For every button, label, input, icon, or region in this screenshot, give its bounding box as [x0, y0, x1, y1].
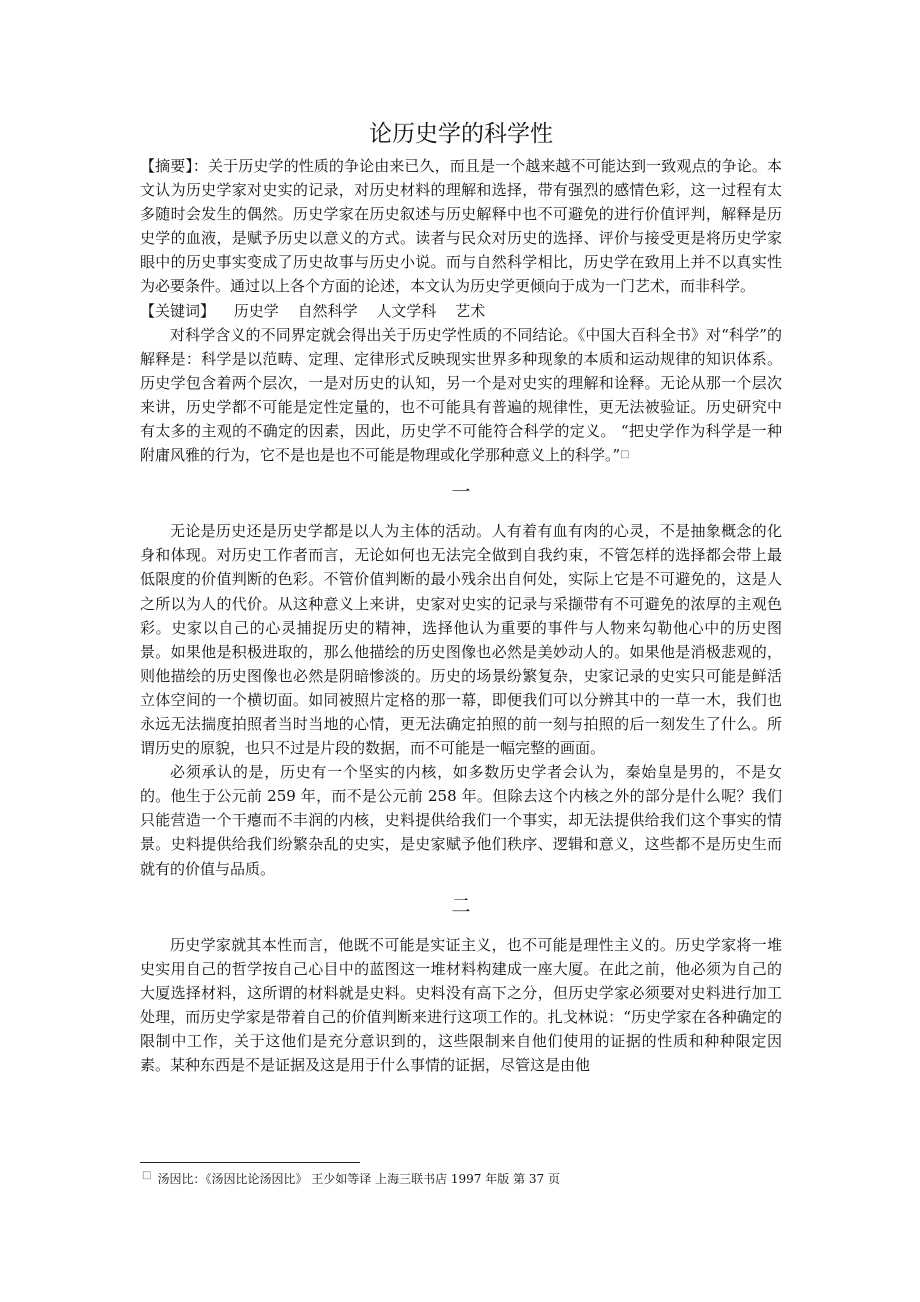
- footnote: [142, 1170, 782, 1187]
- footnote-reference[interactable]: □: [620, 449, 630, 461]
- keyword-item: 人文学科: [376, 301, 437, 320]
- intro-paragraph: [140, 323, 782, 468]
- intro-text: 对科学含义的不同界定就会得出关于历史学性质的不同结论。《中国大百科全书》对“科学”的解释是：科学是以范畴、定理、定律形式反映现实世界多种现象的本质和运动规律的知识体系。历史学包含着两个层次，一是对历史的认知，另一个是对史实的理解和诠释。无论从那一个层次来讲，历史学都不可能是定性定量的，也不可能具有普遍的规律性，更无法被验证。历史研究中有太多的主观的不确定的因素，因此，历史学不可能符合科学的定义。 “把史学作为科学是一种附庸风雅的行为，它不是也是也不可能是物理或化学那种意义上的科学。”: [140, 325, 782, 465]
- keywords: [140, 299, 782, 323]
- keyword-item: 自然科学: [297, 301, 358, 320]
- page-title: 论历史学的科学性: [369, 121, 553, 147]
- section-heading-1: 一: [451, 481, 471, 504]
- keyword-item: 艺术: [455, 301, 486, 320]
- section1-paragraph: 无论是历史还是历史学都是以人为主体的活动。人有着有血有肉的心灵，不是抽象概念的化身和体现。对历史工作者而言，无论如何也无法完全做到自我约束，不管怎样的选择都会带上最低限度的价值判断的色彩。不管价值判断的最小残余出自何处，实际上它是不可避免的，这是人之所以为人的代价。从这种意义上来讲，史家对史实的记录与采撷带有不可避免的浓厚的主观色彩。史家以自己的心灵捕捉历史的精神，选择他认为重要的事件与人物来勾勒他心中的历史图景。如果他是积极进取的，那么他描绘的历史图像也必然是美妙动人的。如果他是消极悲观的，则他描绘的历史图像也必然是阴暗惨淡的。历史的场景纷繁复杂，史家记录的史实只可能是鲜活立体空间的一个横切面。如同被照片定格的那一幕，即便我们可以分辨其中的一草一木，我们也永远无法揣度拍照者当时当地的心情，更无法确定拍照的前一刻与拍照的后一刻发生了什么。所谓历史的原貌，也只不过是片段的数据，而不可能是一幅完整的画面。: [140, 522, 782, 758]
- footnote-text: 汤因比：《汤因比论汤因比》 王少如等译 上海三联书店 1997 年版 第 37 页: [157, 1172, 560, 1186]
- section-heading-2: 二: [451, 894, 471, 917]
- document-page: [140, 116, 782, 1077]
- abstract-label: 【摘要】：: [140, 157, 209, 175]
- section2-paragraph: 历史学家就其本性而言，他既不可能是实证主义，也不可能是理性主义的。历史学家将一堆史实用自己的哲学按自己心目中的蓝图这一堆材料构建成一座大厦。在此之前，他必须为自己的大厦选择材料，这所谓的材料就是史料。史料没有高下之分，但历史学家必须要对史料进行加工处理，而历史学家是带着自己的价值判断来进行这项工作的。扎戈林说：“历史学家在各种确定的限制中工作，关于这他们是充分意识到的，这些限制来自他们使用的证据的性质和种种限定因素。某种东西是不是证据及这是用于什么事情的证据，尽管这是由他: [140, 935, 782, 1075]
- footnote-divider: [140, 1162, 360, 1163]
- abstract-text: 关于历史学的性质的争论由来已久，而且是一个越来越不可能达到一致观点的争论。本文认为历史学家对史实的记录，对历史材料的理解和选择，带有强烈的感情色彩，这一过程有太多随时会发生的偶然。历史学家在历史叙述与历史解释中也不可避免的进行价值评判，解释是历史学的血液，是赋予历史以意义的方式。读者与民众对历史的选择、评价与接受更是将历史学家眼中的历史事实变成了历史故事与历史小说。而与自然科学相比，历史学在致用上并不以真实性为必要条件。通过以上各个方面的论述，本文认为历史学更倾向于成为一门艺术，而非科学。: [140, 157, 782, 296]
- section1-paragraph: 必须承认的是，历史有一个坚实的内核，如多数历史学者会认为，秦始皇是男的，不是女的。他生于公元前 259 年，而不是公元前 258 年。但除去这个内核之外的部分是什么呢？我们只能营造一个干瘪而不丰润的内核，史料提供给我们一个事实，却无法提供给我们这个事实的情景。史料提供给我们纷繁杂乱的史实，是史家赋予他们秩序、逻辑和意义，这些都不是历史生而就有的价值与品质。: [140, 763, 782, 878]
- abstract: [140, 154, 782, 299]
- keyword-item: 历史学: [233, 301, 279, 320]
- footnote-mark: □: [142, 1170, 152, 1181]
- keywords-label: 【关键词】: [140, 301, 216, 320]
